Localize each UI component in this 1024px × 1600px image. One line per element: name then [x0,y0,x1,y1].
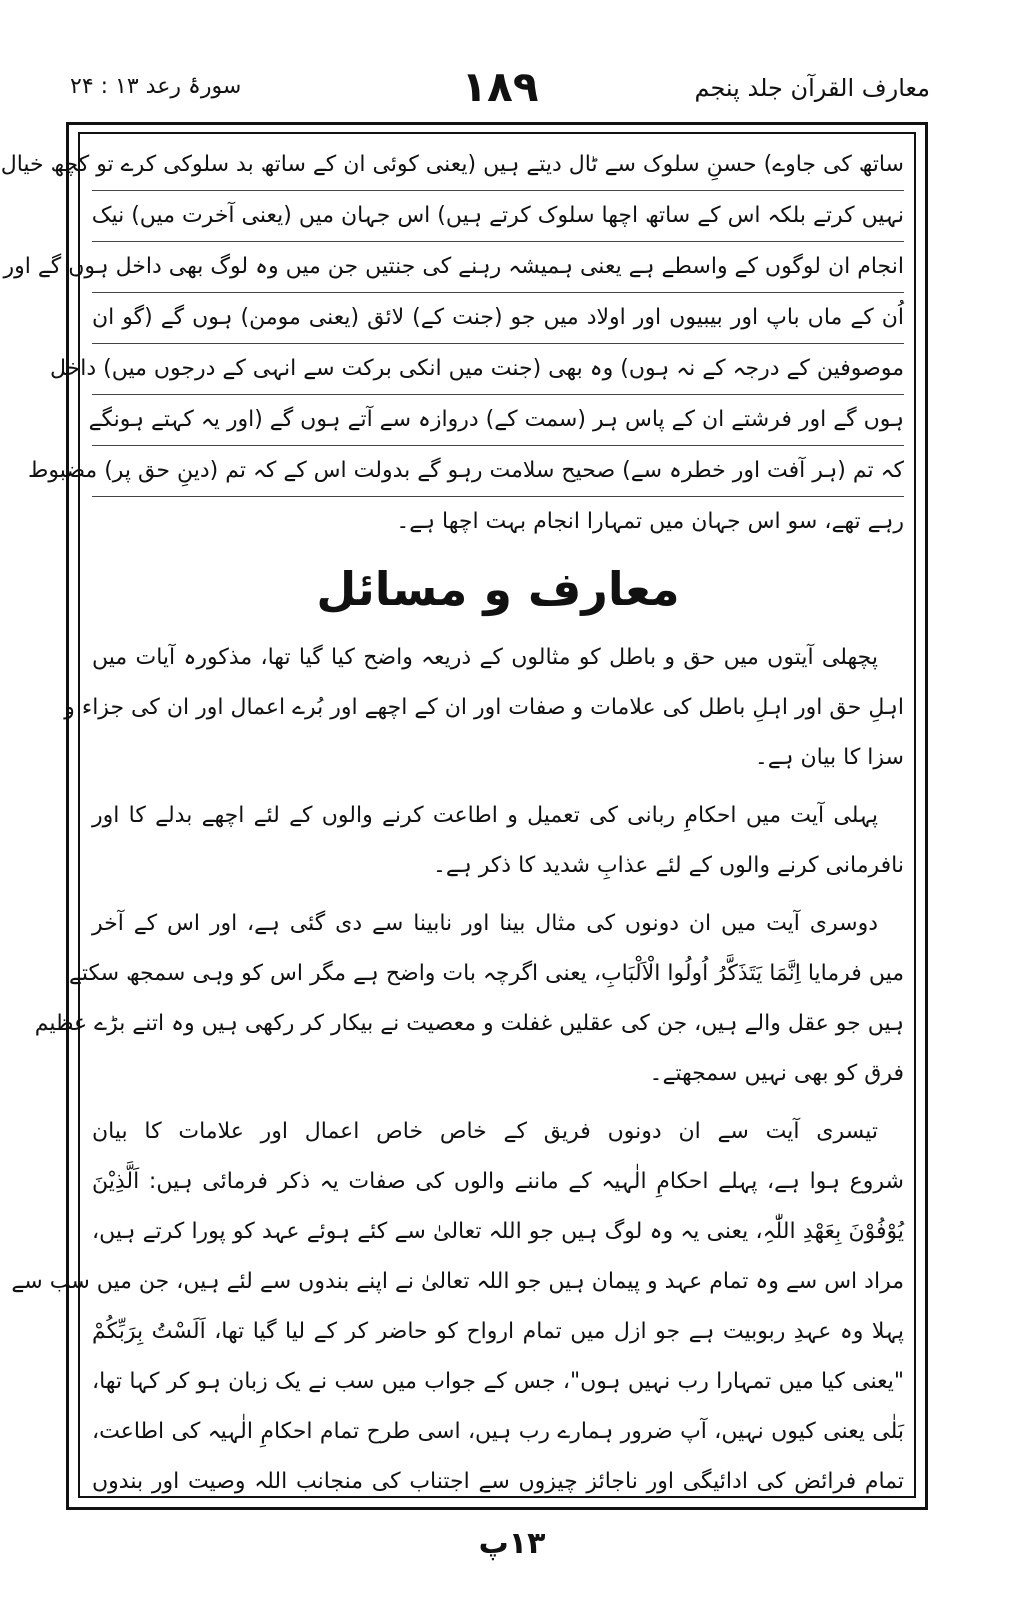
paragraph-line: پہلی آیت میں احکامِ ربانی کی تعمیل و اطاعت کرنے والوں کے لئے اچھے بدلے کا اور [92,803,878,828]
paragraph-line: یُوْفُوْنَ بِعَھْدِ اللّٰہِ، یعنی یہ وہ لوگ ہیں جو اللہ تعالیٰ سے کئے ہوئے عہد کو پورا کرتے ہیں، [92,1219,904,1244]
paragraph-line: تمام فرائض کی ادائیگی اور ناجائز چیزوں سے اجتناب کی منجانب اللہ وصیت اور بندوں [92,1469,904,1494]
paragraph-line: پچھلی آیتوں میں حق و باطل کو مثالوں کے ذریعہ واضح کیا گیا تھا، مذکورہ آیات میں [92,645,878,670]
paragraph-line: پہلا وہ عہدِ ربوبیت ہے جو ازل میں تمام ارواح کو حاضر کر کے لیا گیا تھا، اَلَسْتُ بِرَبِّکُمْ [92,1319,904,1344]
paragraph-line: میں فرمایا اِنَّمَا یَتَذَکَّرُ اُولُوا الْاَلْبَابِ، یعنی اگرچہ بات واضح ہے مگر اس کو وہی سمجھ سکتے [68,961,904,986]
translation-line: نہیں کرتے بلکہ اس کے ساتھ اچھا سلوک کرتے ہیں) اس جہان میں (یعنی آخرت میں) نیک [92,191,904,242]
juz-marker: ۱۳پ [478,1526,546,1561]
paragraph-line: "یعنی کیا میں تمہارا رب نہیں ہوں"، جس کے جواب میں سب نے یک زبان ہو کر کہا تھا، [92,1369,904,1394]
translation-line: انجام ان لوگوں کے واسطے ہے یعنی ہمیشہ رہنے کی جنتیں جن میں وہ لوگ بھی داخل ہوں گے اور [92,242,904,293]
section-heading: معارف و مسائل [316,562,680,616]
paragraph-line: تیسری آیت سے ان دونوں فریق کے خاص خاص اعمال اور علامات کا بیان [92,1119,878,1144]
translation-line: رہے تھے، سو اس جہان میں تمہارا انجام بہت اچھا ہے۔ [396,509,904,534]
translation-line: موصوفین کے درجہ کے نہ ہوں) وہ بھی (جنت میں انکی برکت سے انہی کے درجوں میں) داخل [92,344,904,395]
page-header [70,58,930,118]
surah-reference: سورۂ رعد ۱۳ : ۲۴ [70,74,242,99]
paragraph-line: مراد اس سے وہ تمام عہد و پیمان ہیں جو اللہ تعالیٰ نے اپنے بندوں سے لئے ہیں، جن میں سب سے [11,1269,904,1294]
paragraph-line: شروع ہوا ہے، پہلے احکامِ الٰہیہ کے ماننے والوں کی صفات یہ ذکر فرمائی ہیں: اَلَّذِیْنَ [92,1169,904,1194]
paragraph-line: ہیں جو عقل والے ہیں، جن کی عقلیں غفلت و معصیت نے بیکار کر رکھی ہیں وہ اتنے بڑے عظیم [34,1011,904,1036]
translation-line: ہوں گے اور فرشتے ان کے پاس ہر (سمت کے) دروازہ سے آتے ہوں گے (اور یہ کہتے ہونگے [92,395,904,446]
page-body [0,140,904,1507]
paragraph-3 [34,899,904,1099]
translation-block [0,140,904,547]
paragraph-1 [64,633,904,783]
paragraph-line: نافرمانی کرنے والوں کے لئے عذابِ شدید کا ذکر ہے۔ [433,853,904,878]
translation-line: اُن کے ماں باپ اور بیبیوں اور اولاد میں جو (جنت کے) لائق (یعنی مومن) ہوں گے (گو ان [92,293,904,344]
paragraph-4 [11,1107,904,1507]
page-number: ۱۸۹ [461,62,539,111]
book-title: معارف القرآن جلد پنجم [694,74,930,102]
paragraph-line: بَلٰی یعنی کیوں نہیں، آپ ضرور ہمارے رب ہیں، اسی طرح تمام احکامِ الٰہیہ کی اطاعت، [92,1419,904,1444]
paragraph-line: فرق کو بھی نہیں سمجھتے۔ [649,1061,904,1086]
paragraph-line: دوسری آیت میں ان دونوں کی مثال بینا اور نابینا سے دی گئی ہے، اور اس کے آخر [92,911,878,936]
paragraph-2 [92,791,904,891]
translation-line: کہ تم (ہر آفت اور خطرہ سے) صحیح سلامت رہو گے بدولت اس کے کہ تم (دینِ حق پر) مضبوط [92,446,904,497]
paragraph-line: سزا کا بیان ہے۔ [754,745,904,770]
translation-line: ساتھ کی جاوے) حسنِ سلوک سے ٹال دیتے ہیں (یعنی کوئی ان کے ساتھ بد سلوکی کرے تو کچھ خیال [92,140,904,191]
paragraph-line: اہلِ حق اور اہلِ باطل کی علامات و صفات اور ان کے اچھے اور بُرے اعمال اور ان کی جزاء و [64,695,904,720]
